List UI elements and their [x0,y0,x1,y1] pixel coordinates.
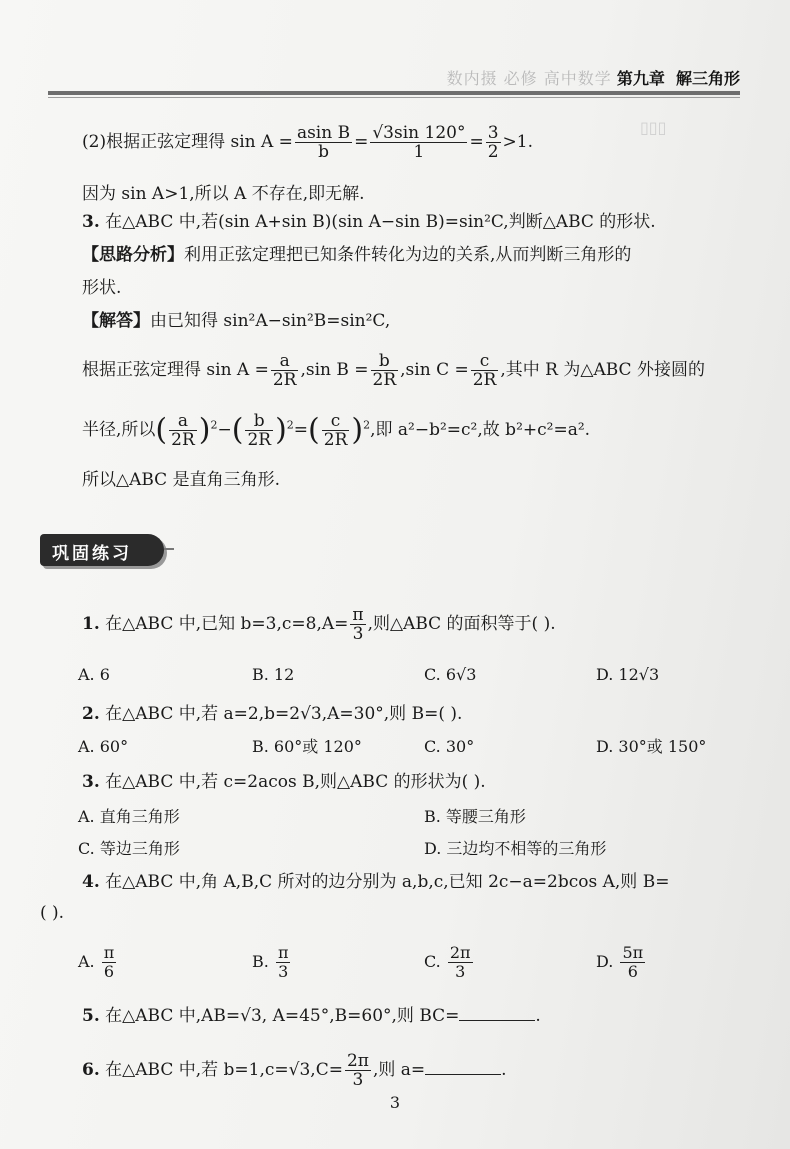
solution-segment: ,其中 R 为△ABC 外接圆的 [500,360,705,380]
option-d: D. 三边均不相等的三角形 [424,839,607,858]
analysis-line-2: 形状. [82,278,122,298]
fraction-numerator: π [103,943,115,962]
fraction-denominator: 6 [103,962,115,981]
fraction-denominator: 2R [372,370,397,390]
fraction-denominator: 3 [455,962,466,981]
fraction-numerator: 2π [346,1051,369,1071]
fraction [102,944,117,981]
fraction-denominator: 1 [413,142,425,162]
option-c: C. 30° [424,737,475,756]
fraction [276,944,291,981]
fraction-numerator: c [322,412,350,431]
fraction-denominator: 2 [487,142,499,162]
option-letter: D. [596,952,614,971]
option-b: B. 等腰三角形 [424,807,526,826]
analysis-label: 【思路分析】 [82,245,184,265]
option-letter: C. [424,952,441,971]
example3-stem: 在△ABC 中,若(sin A+sin B)(sin A−sin B)=sin²C,判断△ABC 的形状. [105,212,656,232]
exercise-stem: 在△ABC 中,AB=√3, A=45°,B=60°,则 BC= [105,1006,460,1026]
solution-line-2 [82,352,705,389]
fraction-numerator: π [277,943,289,962]
fraction [169,412,197,449]
option-a: A. 60° [78,737,129,756]
option-a: A. 直角三角形 [78,807,180,826]
fraction [245,412,273,449]
exercise-stem: 在△ABC 中,若 b=1,c=√3,C= [105,1060,343,1080]
fraction-numerator: π [352,605,364,625]
exercise-stem: . [535,1006,541,1026]
fraction-numerator: √3sin 120° [372,123,466,143]
exercise-1 [82,606,556,643]
fraction-numerator: a [169,412,197,431]
option-c [424,944,475,981]
exercise-stem: . [501,1060,507,1080]
section-badge-label: 巩固练习 [52,544,132,564]
badge-underline [164,548,174,550]
option-letter: A. [78,952,95,971]
fraction-denominator: 3 [352,1070,364,1090]
option-d: D. 30°或 150° [596,737,707,756]
header-rule-thick [48,91,740,95]
bleed-through-decoration: ▯▯▯ [640,118,667,137]
example2-equation: (2)根据正弦定理得 sin A = $\frac{\text{asin B}}{b}$ = $\frac{√3\sin 120^\circ}{1}$ = $\frac{3}{2}$ >1. [82,123,534,162]
running-header [395,66,740,89]
option-c: C. 6√3 [424,665,477,684]
example3-conclusion: 所以△ABC 是直角三角形. [82,470,280,490]
analysis-line-1 [82,243,631,267]
exercise-number: 1. [82,614,100,634]
solution-text: 由已知得 sin²A−sin²B=sin²C, [150,311,391,331]
fraction-numerator: b [245,412,273,431]
fraction [620,944,645,981]
fraction [345,1052,371,1089]
example3-stem-line [82,210,656,234]
fraction-numerator: 2π [449,943,471,962]
exercise-number: 2. [82,704,100,724]
example3-number: 3. [82,212,100,232]
option-b [252,944,292,981]
option-b: B. 60°或 120° [252,737,362,756]
example2-conclusion: 因为 sin A>1,所以 A 不存在,即无解. [82,184,365,204]
exercise-5 [82,1004,541,1028]
header-faint-sections: 数内摄 必修 高中数学 [446,69,612,88]
fraction-denominator: b [318,142,329,162]
header-chapter-title: 解三角形 [675,69,740,88]
option-d [596,944,647,981]
exercise-4 [82,870,669,894]
option-b: B. 12 [252,665,295,684]
example2-tail: >1. [502,132,534,152]
exercise-stem: 在△ABC 中,已知 b=3,c=8,A= [105,614,349,634]
example2-lead: (2)根据正弦定理得 sin A = [82,132,293,152]
fraction [295,124,352,161]
fraction-numerator: 3 [487,123,499,143]
fraction [471,352,499,389]
exercise-4-continuation: ( ). [40,903,65,923]
fraction-numerator: asin B [296,123,351,143]
option-letter: B. [252,952,269,971]
fraction-denominator: 3 [278,962,289,981]
solution-segment: ,即 a²−b²=c²,故 b²+c²=a². [370,420,591,440]
fraction [350,606,365,643]
option-d: D. 12√3 [596,665,660,684]
page-number: 3 [389,1093,401,1112]
solution-segment: 半径,所以 [82,420,156,440]
section-badge [40,534,164,566]
fraction-numerator: c [471,352,499,371]
fraction [271,352,299,389]
fraction [370,124,467,161]
fraction-denominator: 2R [171,430,195,450]
fraction-denominator: 6 [627,962,638,981]
header-rule-thin [48,97,740,98]
exercise-6 [82,1052,507,1089]
fraction-denominator: 2R [472,370,497,390]
fraction [486,124,501,161]
exercise-number: 5. [82,1006,100,1026]
option-a: A. 6 [78,665,110,684]
exercise-stem: ,则 a= [372,1060,426,1080]
fraction-denominator: 2R [272,370,297,390]
solution-line-3: 半径,所以( $\frac{a}{2R}$ )$^2$−( $\frac{b}{2R}$ )$^2$=( $\frac{c}{2R}$ )$^2$,即 a²−b²=c²,故 b²+c²=a². [82,411,591,450]
option-a [78,944,118,981]
fraction-denominator: 2R [247,430,272,450]
fraction-numerator: b [371,352,399,371]
fraction-denominator: 2R [323,430,348,450]
exercise-2 [82,702,462,726]
fraction [322,412,350,449]
solution-label: 【解答】 [82,311,150,331]
solution-segment: 根据正弦定理得 sin A = [82,360,269,380]
answer-blank[interactable] [459,1006,535,1021]
fraction-numerator: a [271,352,299,371]
answer-blank[interactable] [425,1060,501,1075]
exercise-number: 3. [82,772,100,792]
solution-line-1 [82,309,390,333]
exercise-number: 6. [82,1060,100,1080]
header-chapter: 第九章 [616,69,665,88]
exercise-stem: 在△ABC 中,若 a=2,b=2√3,A=30°,则 B=( ). [105,704,463,724]
exercise-stem: ,则△ABC 的面积等于( ). [367,614,556,634]
fraction-numerator: 5π [622,943,644,962]
exercise-stem: 在△ABC 中,角 A,B,C 所对的边分别为 a,b,c,已知 2c−a=2bcos A,则 B= [105,872,670,892]
fraction-denominator: 3 [352,624,364,644]
exercise-3 [82,770,486,794]
exercise-number: 4. [82,872,100,892]
option-c: C. 等边三角形 [78,839,180,858]
fraction [448,944,473,981]
solution-segment: ,sin B = [300,360,369,380]
fraction [371,352,399,389]
exercise-stem: 在△ABC 中,若 c=2acos B,则△ABC 的形状为( ). [105,772,486,792]
solution-segment: ,sin C = [400,360,469,380]
analysis-text: 利用正弦定理把已知条件转化为边的关系,从而判断三角形的 [184,245,632,265]
